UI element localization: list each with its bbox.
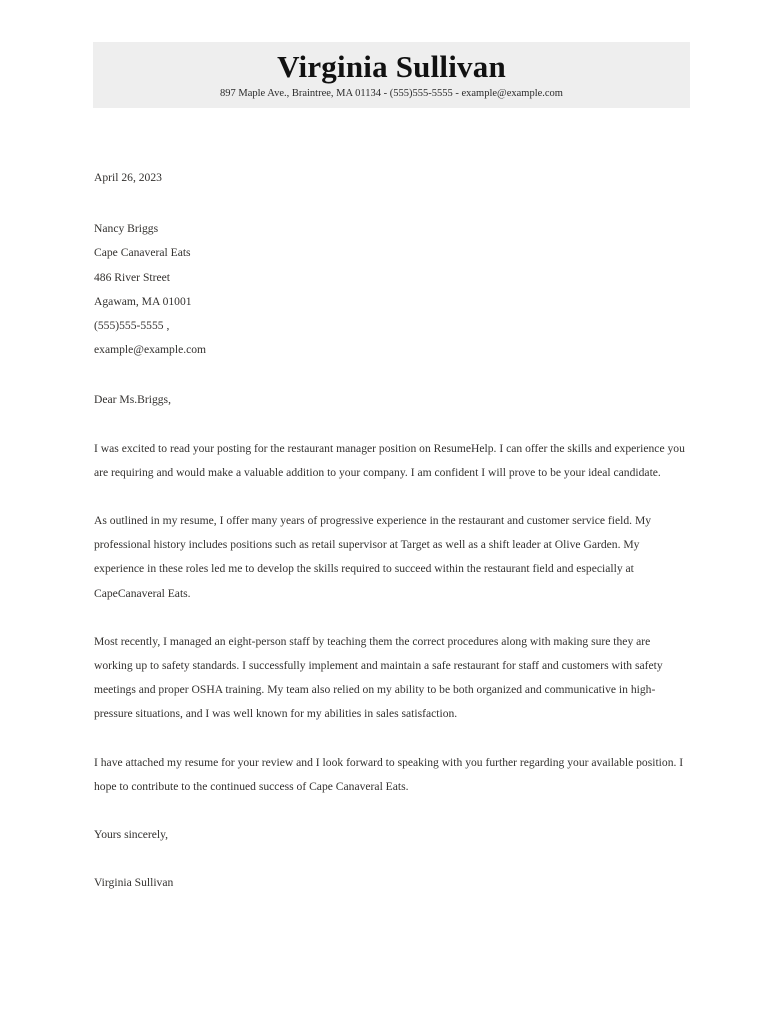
recipient-city-state-zip: Agawam, MA 01001 — [94, 294, 192, 308]
letter-date: April 26, 2023 — [94, 171, 162, 184]
recipient-phone: (555)555-5555 , — [94, 319, 170, 333]
recipient-address-block — [94, 217, 690, 362]
applicant-name: Virginia Sullivan — [277, 49, 506, 84]
recipient-name: Nancy Briggs — [94, 222, 159, 236]
recipient-company: Cape Canaveral Eats — [94, 246, 191, 260]
applicant-contact-line: 897 Maple Ave., Braintree, MA 01134 - (555)555-5555 - example@example.com — [220, 88, 563, 99]
letter-paragraph-3: Most recently, I managed an eight-person staff by teaching them the correct procedures along with making sure they are working up to safety standards. I successfully implement and maintain a safe restaurant for staff and customers with safety meetings and proper OSHA training. My team also relied on my ability to be both organized and communicative in high-pressure situations, and I was well known for my abilities in sales satisfaction. — [94, 634, 663, 721]
letter-paragraph-1: I was excited to read your posting for the restaurant manager position on ResumeHelp. I can offer the skills and experience you are requiring and would make a valuable addition to your company. I am confident I will prove to be your ideal candidate. — [94, 441, 685, 479]
closing-salutation: Yours sincerely, — [94, 828, 169, 842]
letterhead-banner — [93, 42, 690, 108]
letter-paragraph-2: As outlined in my resume, I offer many years of progressive experience in the restaurant and customer service field. My professional history includes positions such as retail supervisor at Target as well as a shift leader at Olive Garden. My experience in these roles led me to develop the skills required to succeed within the restaurant field and especially at CapeCanaveral Eats. — [94, 514, 652, 600]
letter-body — [94, 166, 690, 895]
signature-name: Virginia Sullivan — [94, 876, 174, 890]
letter-paragraph-4: I have attached my resume for your review and I look forward to speaking with you further regarding your available position. I hope to contribute to the continued success of Cape Canaveral Eats. — [94, 755, 684, 793]
recipient-email: example@example.com — [94, 343, 207, 357]
recipient-street: 486 River Street — [94, 270, 170, 284]
salutation: Dear Ms.Briggs, — [94, 393, 171, 407]
